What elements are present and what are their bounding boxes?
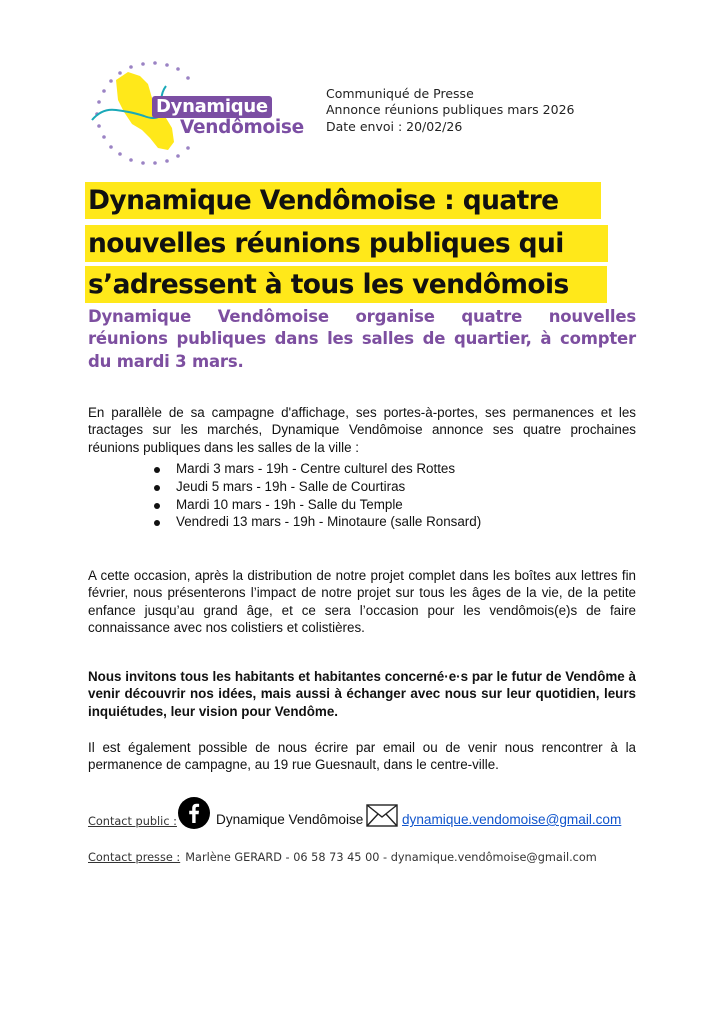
contact-public-row — [88, 796, 636, 832]
meetings-list — [150, 460, 481, 531]
contact-presse-row — [88, 846, 597, 865]
email-link[interactable]: dynamique.vendomoise@gmail.com — [402, 812, 622, 827]
bullet-icon — [154, 520, 160, 526]
meeting-text: Mardi 3 mars - 19h - Centre culturel des Rottes — [176, 461, 456, 476]
intro-paragraph — [88, 404, 636, 456]
title-line-3: s’adressent à tous les vendômois — [85, 266, 607, 303]
logo-word-dynamique: Dynamique — [152, 96, 272, 118]
document-type: Communiqué de Presse — [326, 86, 474, 101]
contact-presse-label: Contact presse : — [88, 851, 181, 864]
logo — [88, 58, 318, 168]
invitation-paragraph — [88, 668, 636, 720]
occasion-paragraph — [88, 567, 636, 636]
subtitle: Dynamique Vendômoise organise quatre nouvelles réunions publiques dans les salles de quartier, à compter du mardi 3 mars. — [88, 307, 636, 371]
contact-presse-details: Marlène GERARD - 06 58 73 45 00 - dynamique.vendômoise@gmail.com — [185, 851, 597, 864]
title-line-2: nouvelles réunions publiques qui — [85, 225, 608, 262]
document-subject: Annonce réunions publiques mars 2026 — [326, 102, 575, 118]
facebook-icon[interactable] — [178, 797, 210, 829]
bullet-icon — [154, 467, 160, 473]
meeting-item — [150, 496, 481, 514]
send-date: Date envoi : 20/02/26 — [326, 118, 463, 134]
meeting-text: Vendredi 13 mars - 19h - Minotaure (salle Ronsard) — [176, 514, 482, 530]
contact-info-paragraph — [88, 739, 636, 774]
logo-word-vendomoise: Vendômoise — [180, 117, 304, 138]
facebook-page-name[interactable]: Dynamique Vendômoise — [216, 812, 364, 827]
contact-info-text: Il est également possible de nous écrire par email ou de venir nous rencontrer à la permanence de campagne, au 19 rue Guesnault, dans le centre-ville. — [88, 740, 636, 773]
intro-text: En parallèle de sa campagne d'affichage, ses portes-à-portes, ses permanences et les tractages sur les marchés, Dynamique Vendômoise annonce ses quatre prochaines réunions publiques dans les salles de la ville : — [88, 405, 636, 455]
meeting-item — [150, 513, 481, 531]
bullet-icon — [154, 485, 160, 491]
invitation-text: Nous invitons tous les habitants et habitantes concerné·e·s par le futur de Vendôme à venir découvrir nos idées, mais aussi à échanger avec nous sur leur quotidien, leurs inquiétudes, leur vision pour Vendôme. — [88, 669, 636, 719]
meeting-text: Jeudi 5 mars - 19h - Salle de Courtiras — [176, 478, 406, 494]
title-line-1: Dynamique Vendômoise : quatre — [85, 182, 601, 219]
meeting-item — [150, 478, 481, 496]
occasion-text: A cette occasion, après la distribution de notre projet complet dans les boîtes aux lettres fin février, nous présenterons l’impact de notre projet sur tous les âges de la vie, de la petite enfance jusqu’au grand âge, et ce sera l’occasion pour les vendômois(e)s de faire connaissance avec nos colistiers et colistières. — [88, 568, 636, 635]
envelope-icon — [366, 804, 398, 827]
meeting-text: Mardi 10 mars - 19h - Salle du Temple — [176, 496, 403, 512]
press-release-header — [326, 86, 574, 135]
bullet-icon — [154, 503, 160, 509]
meeting-item — [150, 460, 481, 478]
contact-public-label: Contact public : — [88, 815, 177, 828]
